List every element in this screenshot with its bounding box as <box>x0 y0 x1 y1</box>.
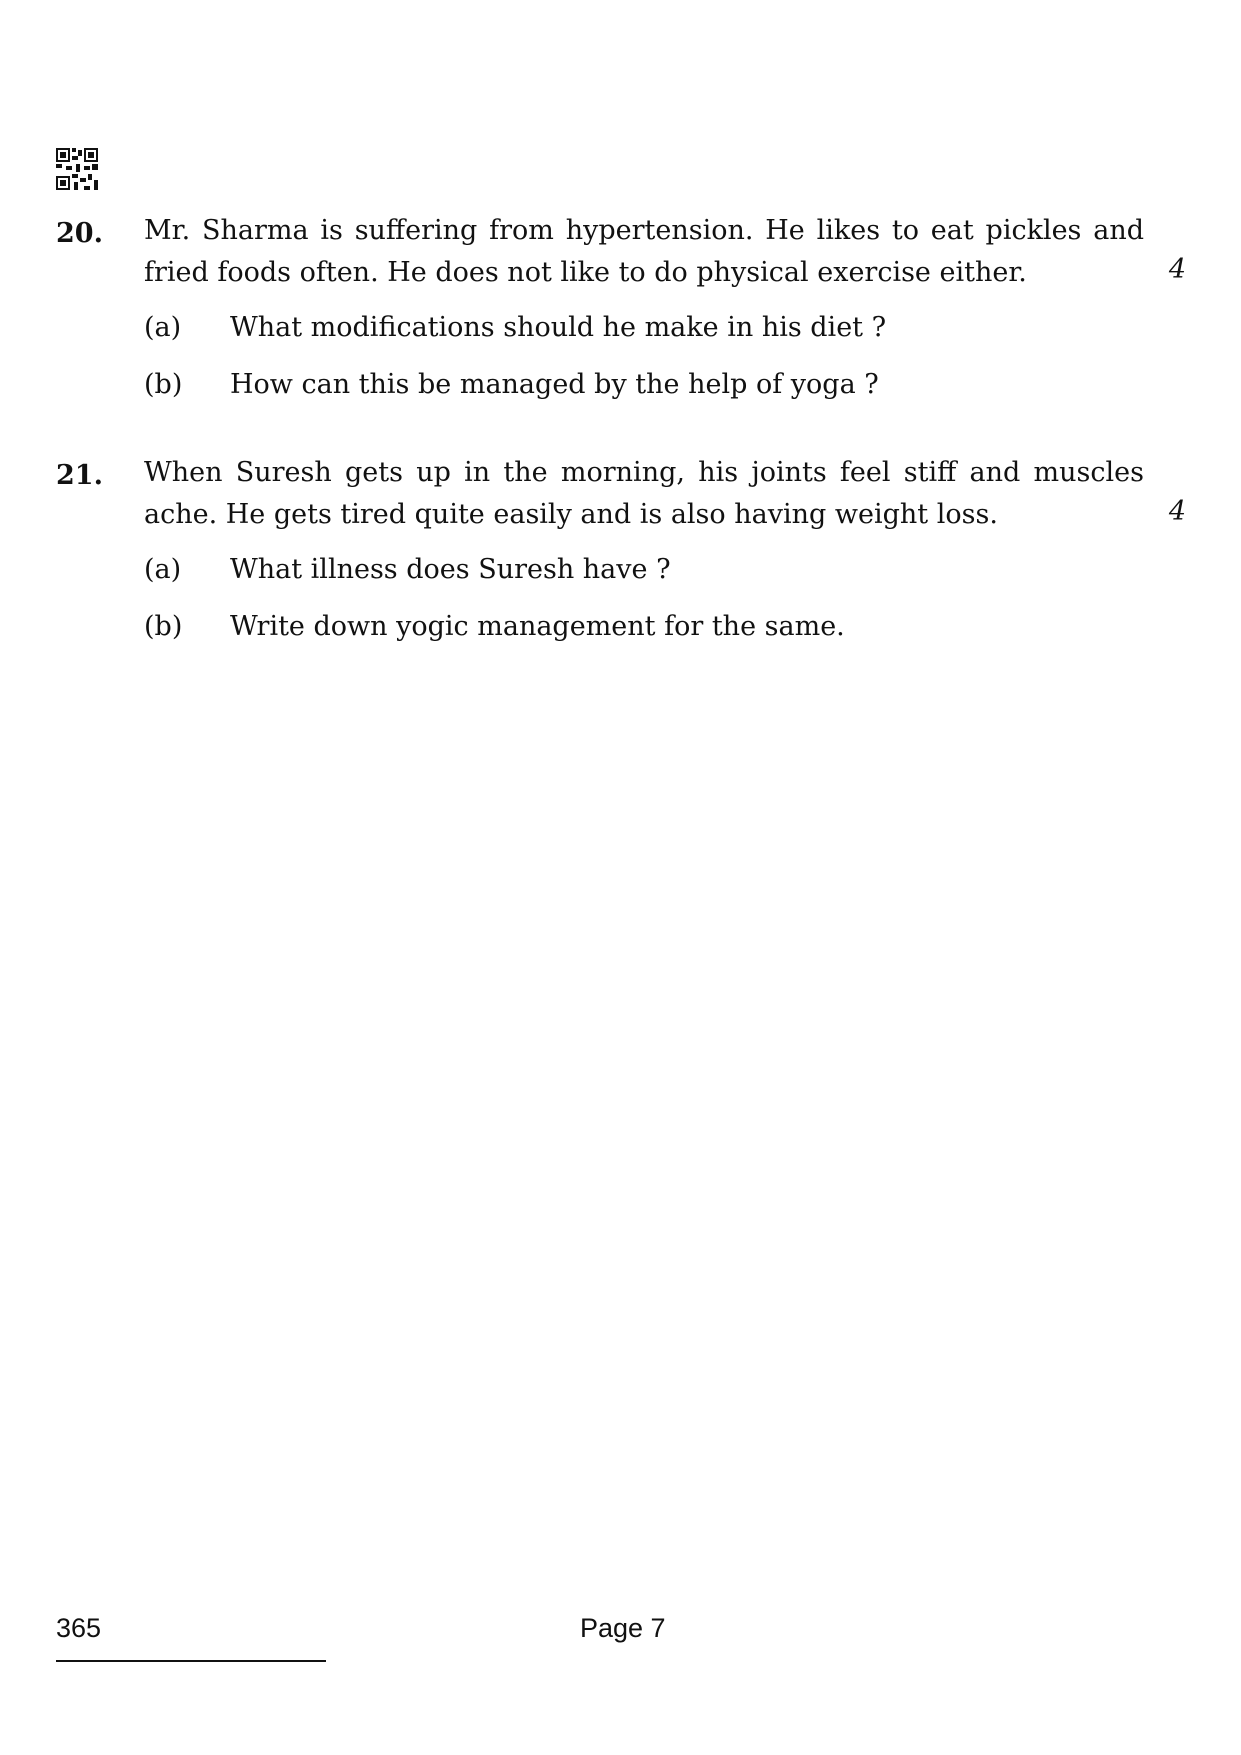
sub-question-text: How can this be managed by the help of yoga ? <box>230 369 879 400</box>
question-20 <box>56 215 1186 418</box>
qr-code-icon <box>56 148 98 190</box>
page-number: Page 7 <box>580 1613 666 1643</box>
sub-question-text: What illness does Suresh have ? <box>230 554 671 585</box>
sub-question-label: (a) <box>144 312 182 343</box>
sub-question-label: (a) <box>144 554 182 585</box>
sub-question-text: Write down yogic management for the same. <box>230 611 845 642</box>
question-number: 20. <box>56 218 103 249</box>
question-text: When Suresh gets up in the morning, his joints feel stiff and muscles ache. He gets tired quite easily and is also having weight loss. <box>144 457 1144 530</box>
question-marks: 4 <box>1168 254 1186 285</box>
paper-code: 365 <box>56 1613 102 1643</box>
sub-question-text: What modifications should he make in his diet ? <box>230 312 887 343</box>
question-number: 21. <box>56 460 103 491</box>
question-21 <box>56 457 1186 660</box>
footer-divider <box>56 1660 326 1662</box>
sub-question-label: (b) <box>144 369 183 400</box>
question-marks: 4 <box>1168 496 1186 527</box>
question-text: Mr. Sharma is suffering from hypertension. He likes to eat pickles and fried foods often. He does not like to do physical exercise either. <box>144 215 1144 288</box>
sub-question-label: (b) <box>144 611 183 642</box>
